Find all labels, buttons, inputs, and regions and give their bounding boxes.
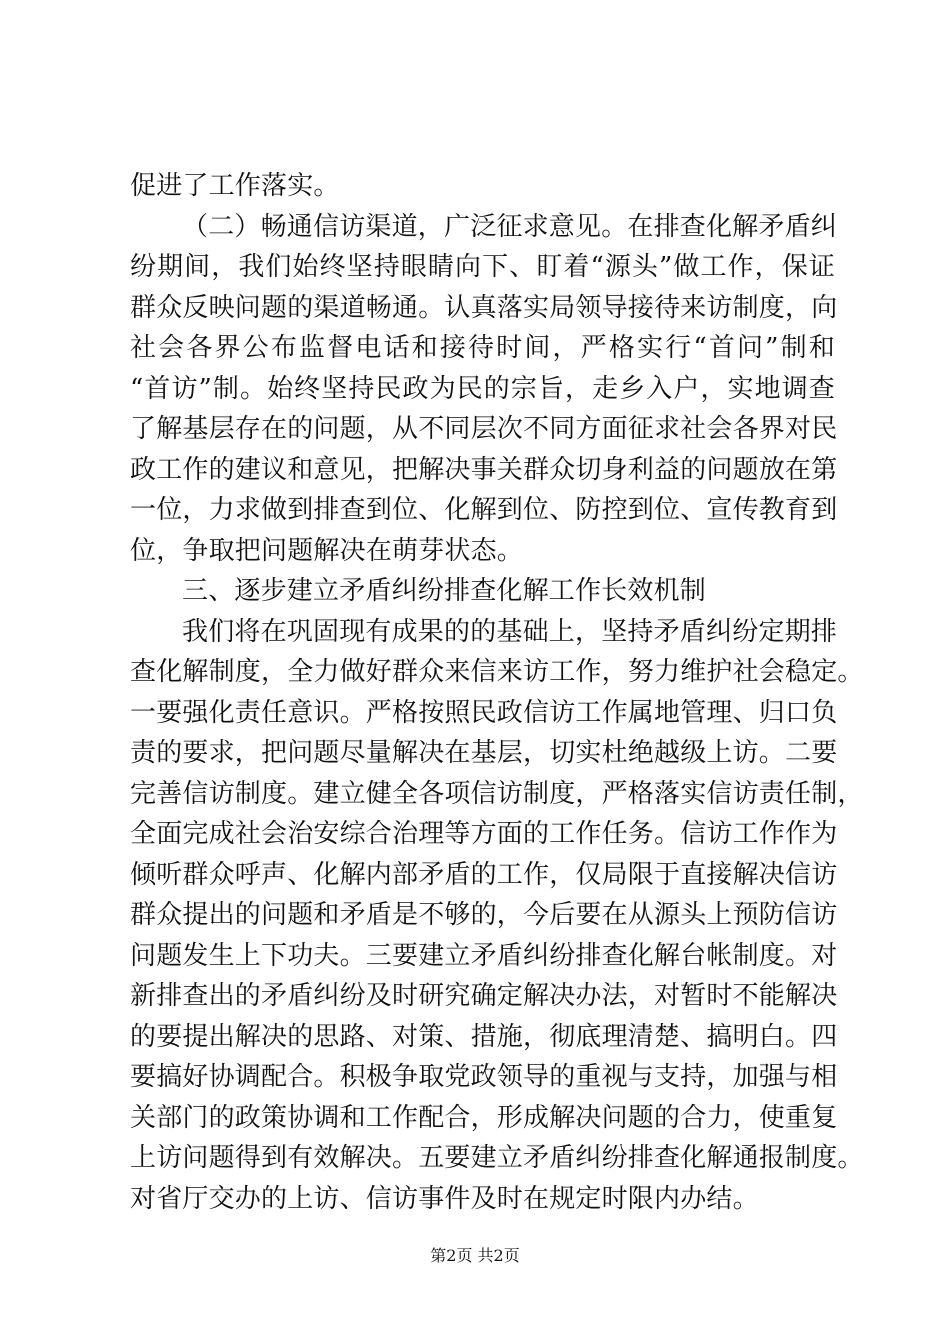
text-line-8: 政工作的建议和意见，把解决事关群众切身利益的问题放在第 [130,454,838,485]
text-line-23: 要搞好协调配合。积极争取党政领导的重视与支持，加强与相 [130,1062,838,1092]
text-line-26: 对省厅交办的上访、信访事件及时在规定时限内办结。 [130,1183,759,1214]
text-line-25: 上访问题得到有效解决。五要建立矛盾纠纷排查化解通报制度。 [130,1143,864,1173]
text-line-10: 位，争取把问题解决在萌芽状态。 [130,535,524,566]
text-line-5: 社会各界公布监督电话和接待时间，严格实行“首问”制和 [130,333,835,363]
section-heading: 三、逐步建立矛盾纠纷排查化解工作长效机制 [182,576,707,606]
document-body [130,166,864,1219]
text-line-9: 一位，力求做到排查到位、化解到位、防控到位、宣传教育到 [130,495,838,525]
text-line-2: （二）畅通信访渠道，广泛征求意见。在排查化解矛盾纠 [182,211,838,242]
text-line-4: 群众反映问题的渠道畅通。认真落实局领导接待来访制度，向 [130,292,838,323]
text-line-16: 完善信访制度。建立健全各项信访制度，严格落实信访责任制， [130,778,864,809]
text-line-22: 的要提出解决的思路、对策、措施，彻底理清楚、搞明白。四 [130,1021,838,1052]
text-line-12: 我们将在巩固现有成果的的基础上，坚持矛盾纠纷定期排 [182,616,838,647]
text-line-15: 责的要求，把问题尽量解决在基层，切实杜绝越级上访。二要 [130,738,838,768]
text-line-20: 问题发生上下功夫。三要建立矛盾纠纷排查化解台帐制度。对 [130,940,838,971]
text-line-1: 促进了工作落实。 [130,171,340,201]
text-line-21: 新排查出的矛盾纠纷及时研究确定解决办法，对暂时不能解决 [130,981,838,1011]
text-line-24: 关部门的政策协调和工作配合，形成解决问题的合力，使重复 [130,1102,838,1133]
page-footer: 第2页 共2页 [430,1246,520,1265]
text-line-3: 纷期间，我们始终坚持眼睛向下、盯着“源头”做工作，保证 [130,252,835,282]
text-line-18: 倾听群众呼声、化解内部矛盾的工作，仅局限于直接解决信访 [130,859,838,890]
text-line-7: 了解基层存在的问题，从不同层次不同方面征求社会各界对民 [130,414,838,444]
text-line-14: 一要强化责任意识。严格按照民政信访工作属地管理、归口负 [130,697,838,728]
text-line-13: 查化解制度，全力做好群众来信来访工作，努力维护社会稳定。 [130,657,864,687]
text-line-6: “首访”制。始终坚持民政为民的宗旨，走乡入户，实地调查 [130,373,835,404]
text-line-17: 全面完成社会治安综合治理等方面的工作任务。信访工作作为 [130,819,838,849]
text-line-19: 群众提出的问题和矛盾是不够的，今后要在从源头上预防信访 [130,900,838,930]
